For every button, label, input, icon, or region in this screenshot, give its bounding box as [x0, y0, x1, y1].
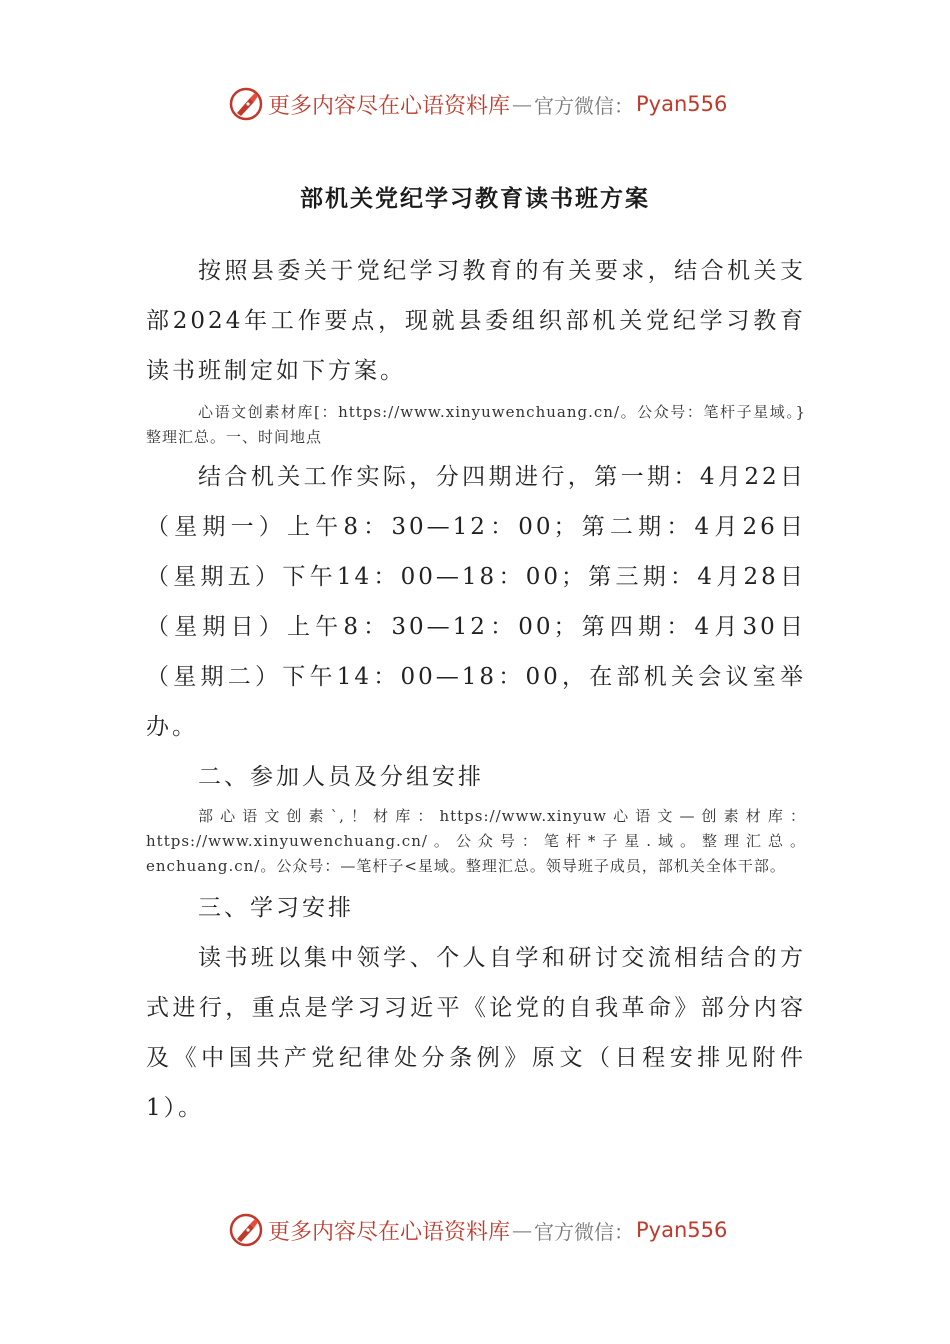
footer-banner [228, 1210, 727, 1250]
banner-separator: — [512, 1218, 533, 1242]
pen-nib-logo-icon [228, 1212, 264, 1248]
banner-official-label: 官方微信： [534, 93, 635, 118]
banner-main-text: 更多内容尽在心语资料库 [268, 1219, 511, 1245]
section-heading-2: 二、参加人员及分组安排 [198, 764, 484, 790]
header-banner [228, 84, 727, 124]
pen-nib-logo-icon [228, 86, 264, 122]
intro-paragraph: 按照县委关于党纪学习教育的有关要求，结合机关支部2024年工作要点，现就县委组织部机关党纪学习教育读书班制定如下方案。 [146, 258, 806, 384]
banner-separator: — [512, 92, 533, 116]
banner-official-label: 官方微信： [534, 1219, 635, 1244]
document-title: 部机关党纪学习教育读书班方案 [300, 185, 650, 212]
banner-account-id: Pyan556 [636, 1218, 728, 1242]
study-paragraph: 读书班以集中领学、个人自学和研讨交流相结合的方式进行，重点是学习习近平《论党的自我革命》部分内容及《中国共产党纪律处分条例》原文（日程安排见附件1）。 [146, 945, 806, 1121]
document-body-upper [146, 246, 806, 1133]
banner-account-id: Pyan556 [636, 92, 728, 116]
watermark-note-1: 心语文创素材库[：https://www.xinyuwenchuang.cn/。公众号：笔杆子星域。}整理汇总。一、时间地点 [146, 403, 806, 446]
watermark-note-2: 部心语文创素`,！材库：https://www.xinyuw心语文—创素材库：https://www.xinyuwenchuang.cn/。公众号：笔杆*子星.域。整理汇总。enchuang.cn/。公众号：—笔杆子<星域。整理汇总。领导班子成员，部机关全体干部。 [146, 807, 806, 875]
banner-main-text: 更多内容尽在心语资料库 [268, 93, 511, 119]
schedule-paragraph: 结合机关工作实际，分四期进行，第一期：4月22日（星期一）上午8：30—12：00；第二期：4月26日（星期五）下午14：00—18：00；第三期：4月28日（星期日）上午8：30—12：00；第四期：4月30日（星期二）下午14：00—18：00，在部机关会议室举办。 [146, 464, 806, 740]
section-heading-3: 三、学习安排 [198, 895, 354, 921]
